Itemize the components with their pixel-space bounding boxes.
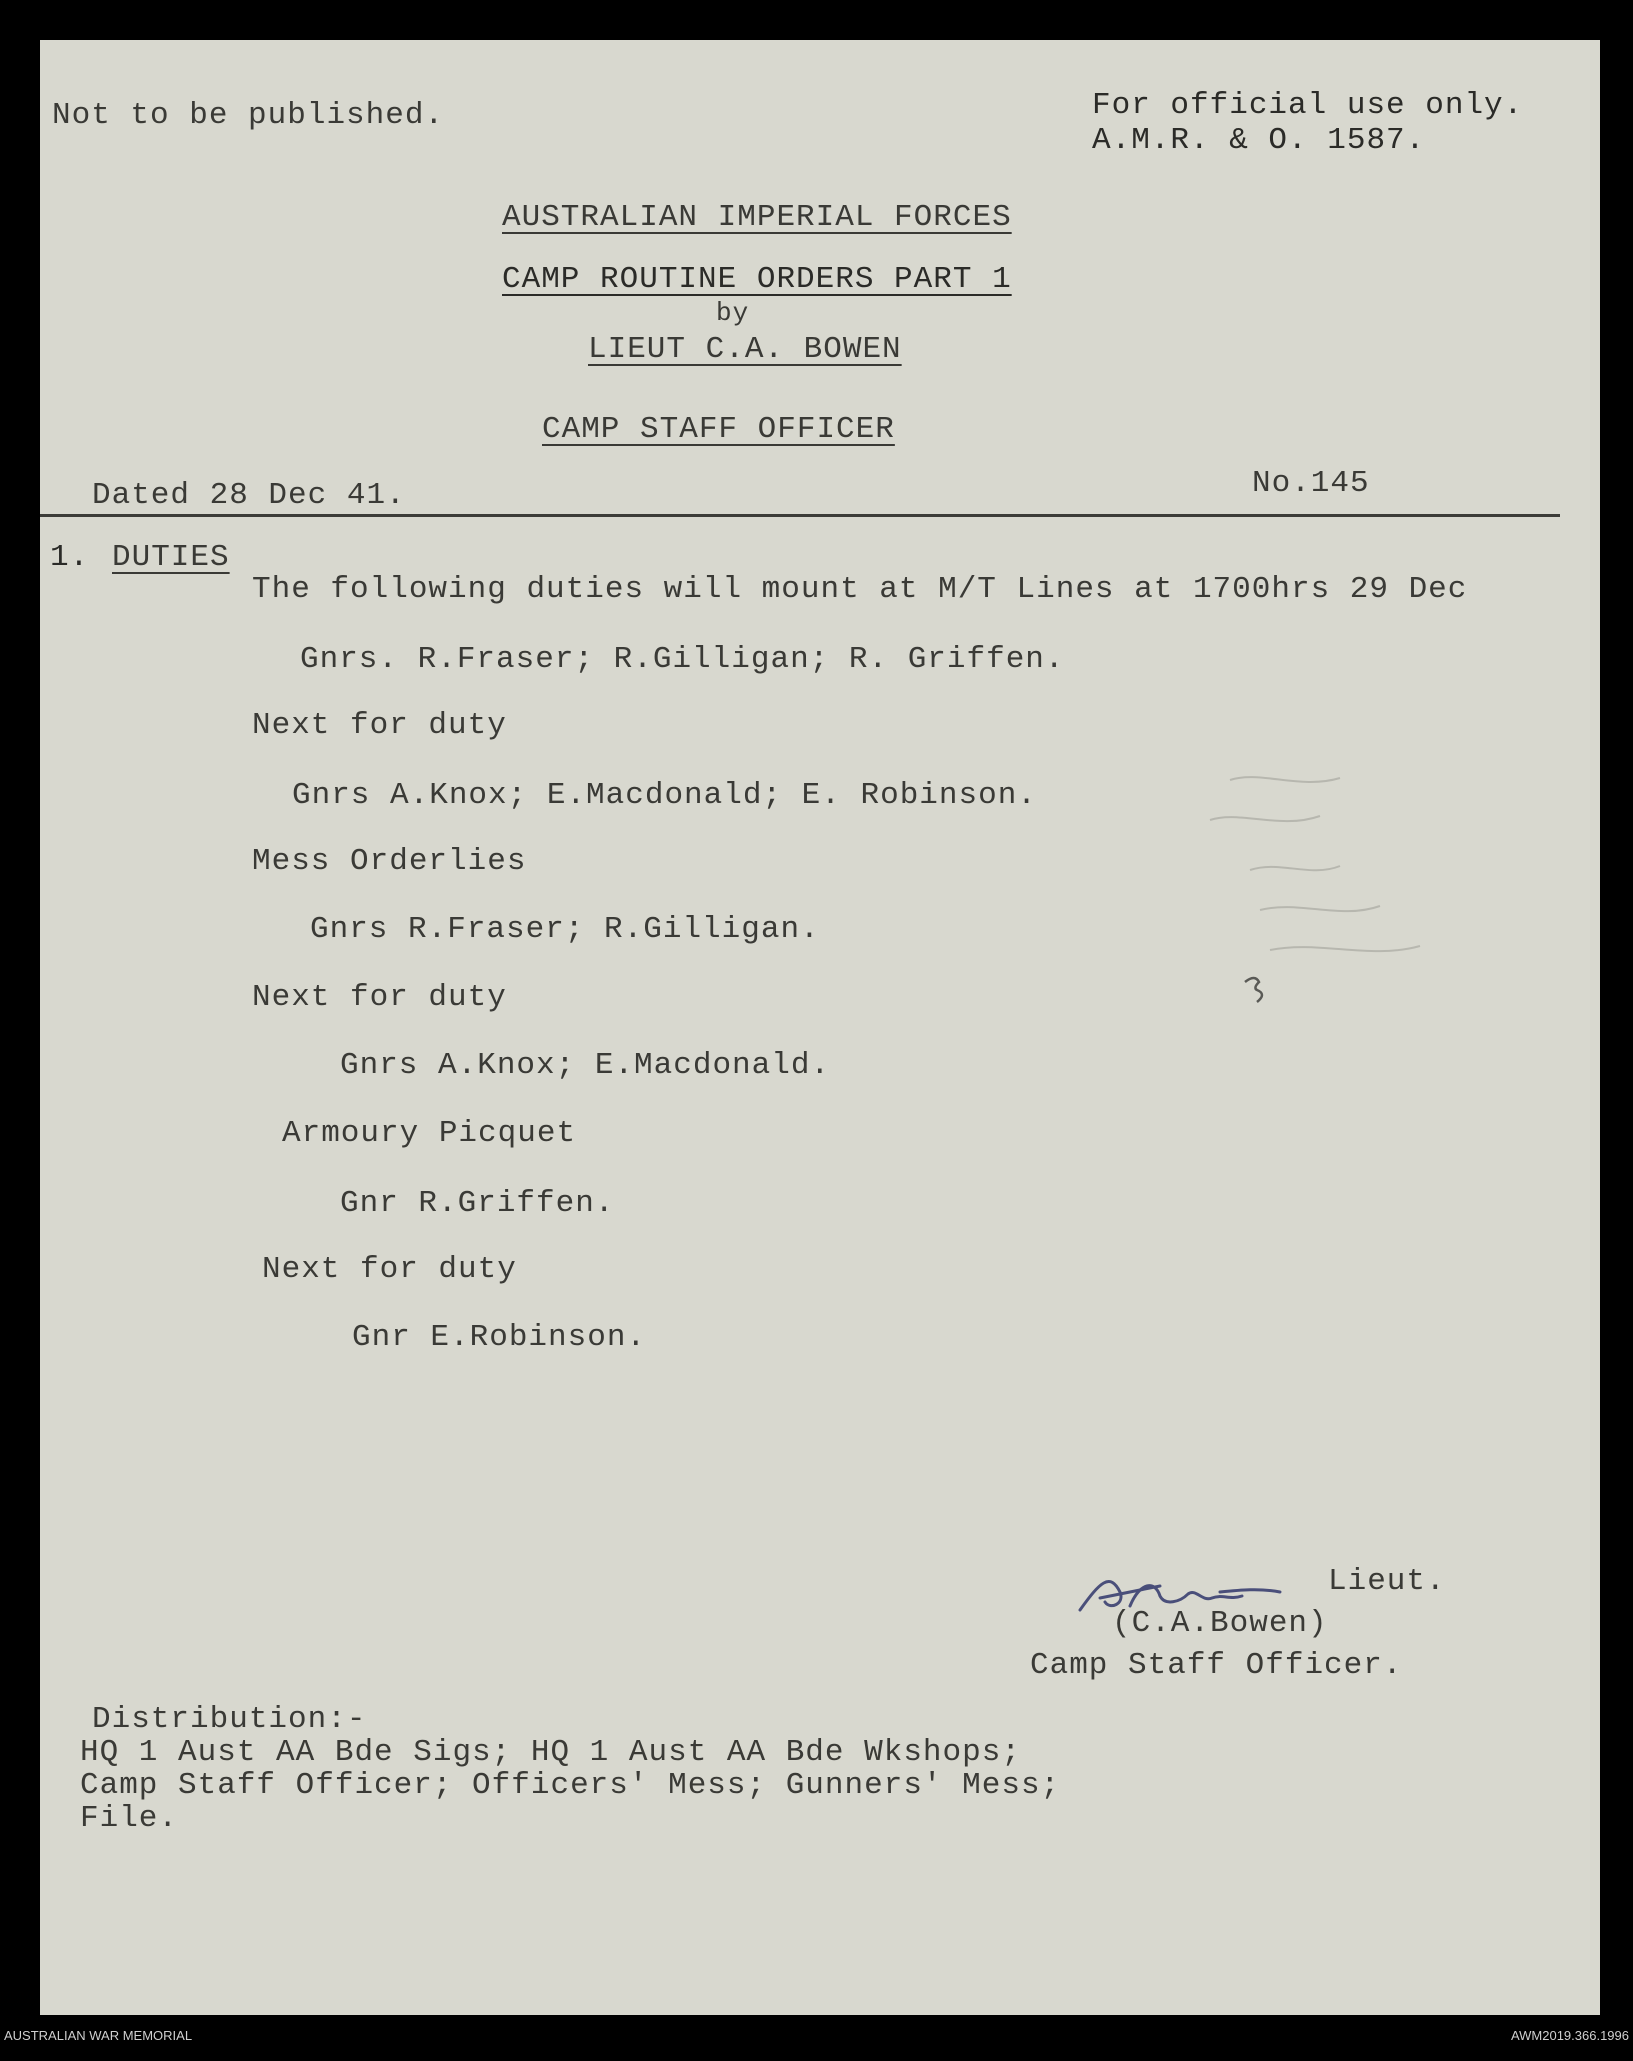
title-officer-name: LIEUT C.A. BOWEN	[588, 332, 902, 367]
duty-line: Gnrs A.Knox; E.Macdonald.	[340, 1048, 831, 1083]
order-date: Dated 28 Dec 41.	[92, 478, 406, 513]
signature-name: (C.A.Bowen)	[1112, 1606, 1328, 1641]
publication-notice: Not to be published.	[52, 98, 445, 133]
duty-line: Next for duty	[262, 1252, 517, 1287]
duty-line: Gnrs A.Knox; E.Macdonald; E. Robinson.	[292, 778, 1037, 813]
distribution-label: Distribution:-	[92, 1702, 367, 1737]
duty-line: The following duties will mount at M/T Lines at 1700hrs 29 Dec	[252, 572, 1468, 607]
distribution-line: File.	[80, 1801, 179, 1836]
order-number: No.145	[1252, 466, 1370, 501]
duty-line: Gnrs R.Fraser; R.Gilligan.	[310, 912, 820, 947]
duty-line: Gnr R.Griffen.	[340, 1186, 615, 1221]
section-number: 1.	[50, 540, 90, 575]
regulation-reference: A.M.R. & O. 1587.	[1092, 123, 1426, 158]
official-use-notice: For official use only.	[1092, 88, 1524, 123]
title-officer-role: CAMP STAFF OFFICER	[542, 412, 895, 447]
signature-rank: Lieut.	[1328, 1564, 1446, 1599]
archive-footer-left: AUSTRALIAN WAR MEMORIAL	[4, 2028, 193, 2043]
document-page	[40, 40, 1600, 2015]
section-heading: DUTIES	[112, 540, 230, 575]
title-orders: CAMP ROUTINE ORDERS PART 1	[502, 262, 1012, 297]
header-divider	[40, 514, 1560, 517]
duty-line: Mess Orderlies	[252, 844, 527, 879]
distribution-line: Camp Staff Officer; Officers' Mess; Gunners' Mess;	[80, 1768, 1061, 1803]
title-by: by	[716, 298, 750, 328]
duty-line: Next for duty	[252, 980, 507, 1015]
duty-line: Gnrs. R.Fraser; R.Gilligan; R. Griffen.	[300, 642, 1065, 677]
duty-line: Next for duty	[252, 708, 507, 743]
archive-footer-right: AWM2019.366.1996	[1510, 2028, 1629, 2043]
distribution-line: HQ 1 Aust AA Bde Sigs; HQ 1 Aust AA Bde Wkshops;	[80, 1735, 1021, 1770]
faint-pencil-annotation	[1170, 760, 1470, 1020]
signature-title: Camp Staff Officer.	[1030, 1648, 1403, 1683]
title-forces: AUSTRALIAN IMPERIAL FORCES	[502, 200, 1012, 235]
duty-line: Armoury Picquet	[282, 1116, 577, 1151]
duty-line: Gnr E.Robinson.	[352, 1320, 647, 1355]
